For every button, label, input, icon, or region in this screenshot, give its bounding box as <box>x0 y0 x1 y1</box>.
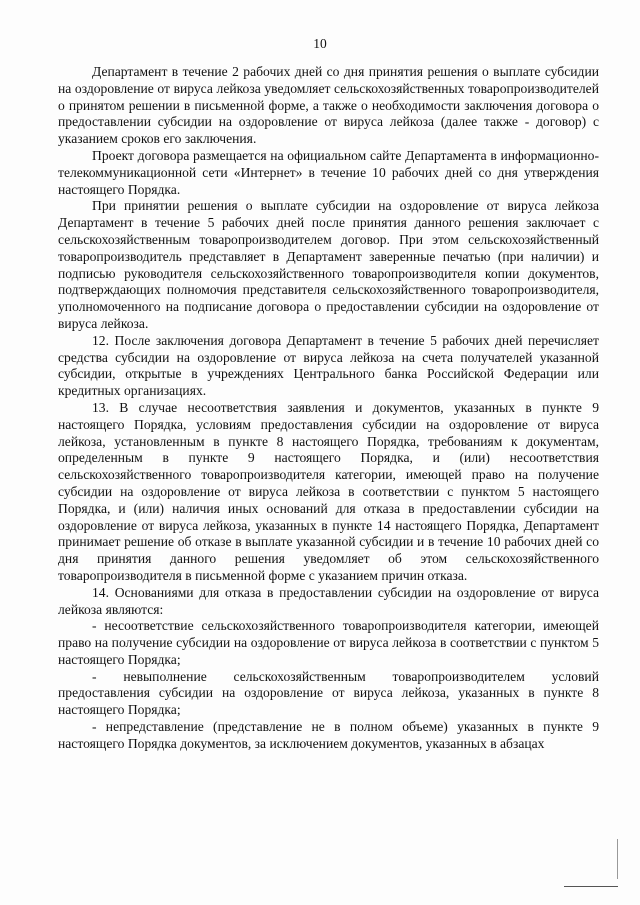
scan-edge-line <box>564 886 618 887</box>
paragraph-draft-agreement: Проект договора размещается на официальном сайте Департамента в информационно-телекоммуникационной сети «Интернет» в течение 10 рабочих дней со дня утверждения настоящего Порядка. <box>58 147 599 197</box>
document-body <box>58 64 599 753</box>
page-number: 10 <box>313 36 327 51</box>
paragraph-clause-13: 13. В случае несоответствия заявления и документов, указанных в пункте 9 настоящего Порядка, условиям предоставления субсидии на оздоровление от вируса лейкоза, установленным в пункте 8 настоящего Порядка, требованиям к документам, определенным в пункте 9 настоящего Порядка, и (или) несоответствия сельскохозяйственного товаропроизводителя категории, имеющей право на получение субсидии на оздоровление от вируса лейкоза в соответствии с пунктом 5 настоящего Порядка, и (или) наличия иных оснований для отказа в предоставлении субсидии на оздоровление от вируса лейкоза, указанных в пункте 14 настоящего Порядка, Департамент принимает решение об отказе в выплате указанной субсидии и в течение 10 рабочих дней со дня принятия данного решения уведомляет об этом сельскохозяйственного товаропроизводителя в письменной форме с указанием причин отказа. <box>58 399 599 583</box>
paragraph-clause-12: 12. После заключения договора Департамент в течение 5 рабочих дней перечисляет средства субсидии на оздоровление от вируса лейкоза на счета получателей указанной субсидии, открытые в учреждениях Центрального банка Российской Федерации или кредитных организациях. <box>58 332 599 399</box>
list-item-refusal-ground-3: - непредставление (представление не в полном объеме) указанных в пункте 9 настоящего Порядка документов, за исключением документов, указанных в абзацах <box>58 719 599 751</box>
list-item-refusal-ground-1: - несоответствие сельскохозяйственного товаропроизводителя категории, имеющей право на получение субсидии на оздоровление от вируса лейкоза в соответствии с пунктом 5 настоящего Порядка; <box>58 618 599 667</box>
paragraph-notification: Департамент в течение 2 рабочих дней со дня принятия решения о выплате субсидии на оздоровление от вируса лейкоза уведомляет сельскохозяйственных товаропроизводителей о принятом решении в письменной форме, а также о необходимости заключения договора о предоставлении субсидии на оздоровление от вируса лейкоза (далее также - договор) с указанием сроков его заключения. <box>58 64 599 147</box>
list-item-refusal-ground-2: - невыполнение сельскохозяйственным товаропроизводителем условий предоставления субсидии на оздоровление от вируса лейкоза, указанных в пункте 8 настоящего Порядка; <box>58 668 599 718</box>
scan-edge-line-vertical <box>617 839 618 879</box>
paragraph-agreement-conclusion: При принятии решения о выплате субсидии на оздоровление от вируса лейкоза Департамент в течение 5 рабочих дней после принятия данного решения заключает с сельскохозяйственным товаропроизводителем договор. При этом сельскохозяйственный товаропроизводитель представляет в Департамент заверенные печатью (при наличии) и подписью руководителя сельскохозяйственного товаропроизводителя копии документов, подтверждающих полномочия представителя сельскохозяйственного товаропроизводителя, уполномоченного на подписание договора о предоставлении субсидии на оздоровление от вируса лейкоза. <box>58 198 599 331</box>
paragraph-clause-14: 14. Основаниями для отказа в предоставлении субсидии на оздоровление от вируса лейкоза являются: <box>58 584 599 617</box>
